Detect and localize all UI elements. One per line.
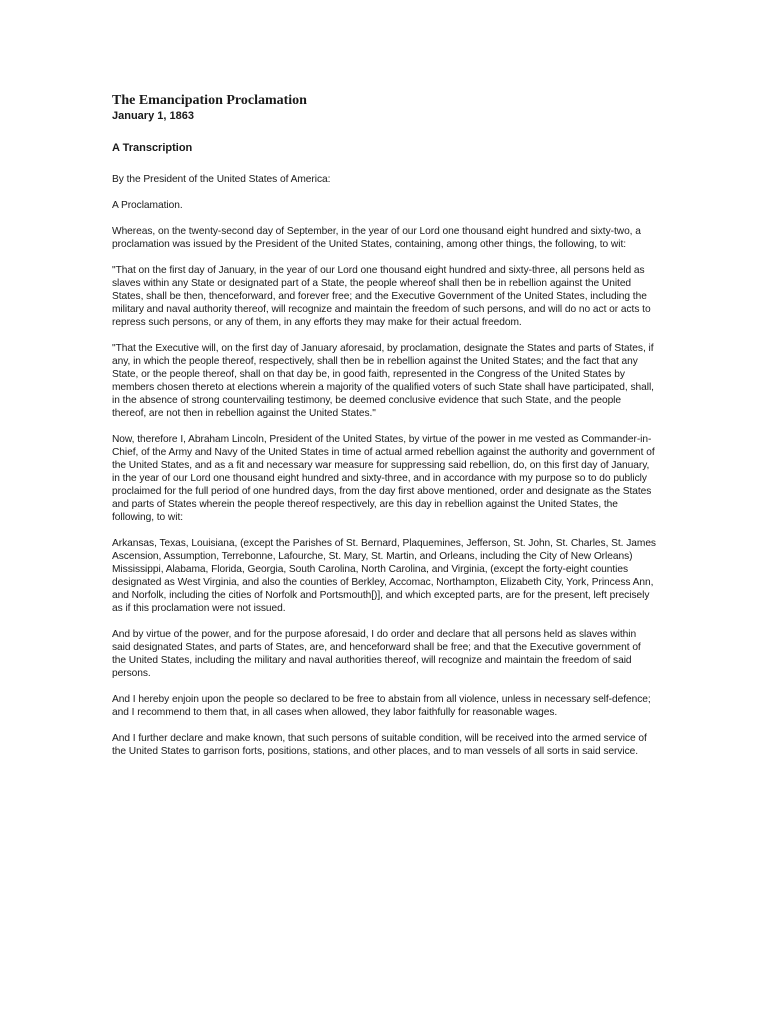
paragraph-quote-designation: "That the Executive will, on the first day of January aforesaid, by proclamation, designate the States and parts of States, if any, in which the people thereof, respectively, shall then be in rebellion against the United States; and the fact that any State, or the people thereof, shall on that day be, in good faith, represented in the Congress of the United States by members chosen thereto at elections wherein a majority of the qualified voters of such State shall have participated, shall, in the absence of strong countervailing testimony, be deemed conclusive evidence that such State, and the people thereof, are not then in rebellion against the United States." (112, 343, 654, 419)
paragraph-enjoin: And I hereby enjoin upon the people so declared to be free to abstain from all violence, unless in necessary self-defence; and I recommend to them that, in all cases when allowed, they labor faithfully for reasonable wages. (112, 694, 651, 718)
paragraph-states-list: Arkansas, Texas, Louisiana, (except the Parishes of St. Bernard, Plaquemines, Jefferson, St. John, St. Charles, St. James Ascension, Assumption, Terrebonne, Lafourche, St. Mary, St. Martin, and Orleans, including the City of New Orleans) Mississippi, Alabama, Florida, Georgia, South Carolina, North Carolina, and Virginia, (except the forty-eight counties designated as West Virginia, and also the counties of Berkley, Accomac, Northampton, Elizabeth City, York, Princess Ann, and Norfolk, including the cities of Norfolk and Portsmouth[)], and which excepted parts, are for the present, left precisely as if this proclamation were not issued. (112, 538, 656, 614)
document-subtitle: A Transcription (112, 142, 193, 154)
document-date: January 1, 1863 (112, 110, 194, 122)
paragraph-armed-service: And I further declare and make known, that such persons of suitable condition, will be received into the armed service of the United States to garrison forts, positions, stations, and other places, and to man vessels of all sorts in said service. (112, 733, 647, 757)
paragraph-proclamation-heading: A Proclamation. (112, 200, 183, 211)
document-content (112, 93, 657, 771)
paragraph-quote-freedom: "That on the first day of January, in the year of our Lord one thousand eight hundred and sixty-three, all persons held as slaves within any State or designated part of a State, the people whereof shall then be in rebellion against the United States, shall be then, thenceforward, and forever free; and the Executive Government of the United States, including the military and naval authority thereof, will recognize and maintain the freedom of such persons, and will do no act or acts to repress such persons, or any of them, in any efforts they may make for their actual freedom. (112, 265, 651, 328)
document-title: The Emancipation Proclamation (112, 93, 307, 108)
paragraph-declaration: And by virtue of the power, and for the purpose aforesaid, I do order and declare that all persons held as slaves within said designated States, and parts of States, are, and henceforward shall be free; and that the Executive government of the United States, including the military and naval authorities thereof, will recognize and maintain the freedom of said persons. (112, 629, 641, 679)
paragraph-whereas: Whereas, on the twenty-second day of September, in the year of our Lord one thousand eight hundred and sixty-two, a proclamation was issued by the President of the United States, containing, among other things, the following, to wit: (112, 226, 641, 250)
paragraph-salutation: By the President of the United States of America: (112, 174, 331, 185)
paragraph-now-therefore: Now, therefore I, Abraham Lincoln, President of the United States, by virtue of the power in me vested as Commander-in-Chief, of the Army and Navy of the United States in time of actual armed rebellion against the authority and government of the United States, and as a fit and necessary war measure for suppressing said rebellion, do, on this first day of January, in the year of our Lord one thousand eight hundred and sixty-three, and in accordance with my purpose so to do publicly proclaimed for the full period of one hundred days, from the day first above mentioned, order and designate as the States and parts of States wherein the people thereof respectively, are this day in rebellion against the United States, the following, to wit: (112, 434, 655, 523)
